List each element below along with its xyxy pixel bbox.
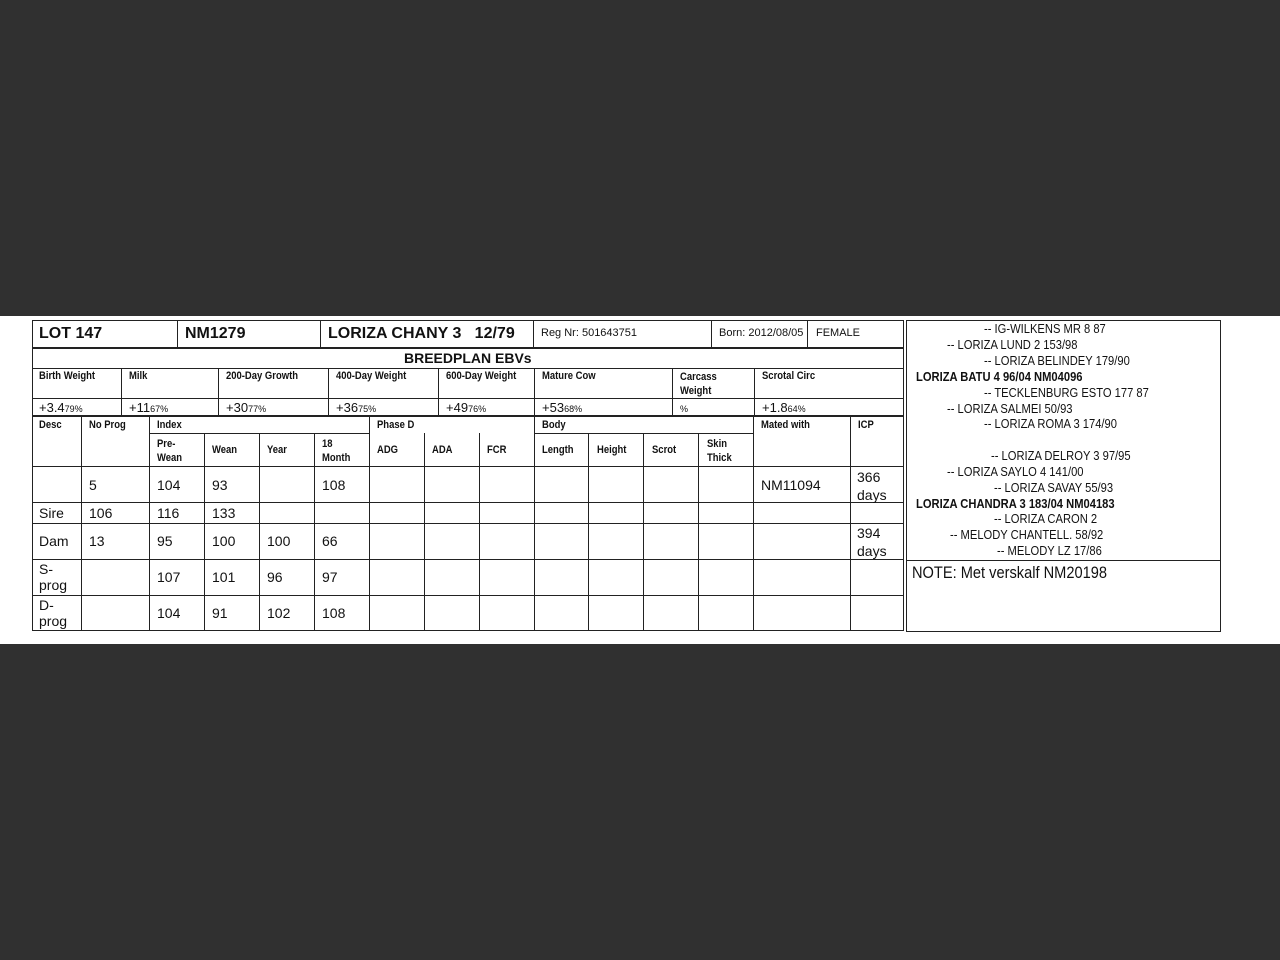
- pedigree-line: -- IG-WILKENS MR 8 87: [984, 321, 1106, 336]
- trait-value-carcass: %: [680, 404, 689, 414]
- cell-sire-wean: 133: [212, 505, 236, 521]
- cell-animal-icp: 366 days: [857, 469, 887, 503]
- pedigree-line: -- MELODY CHANTELL. 58/92: [950, 527, 1104, 542]
- pedigree-line: -- LORIZA SALMEI 50/93: [947, 401, 1073, 416]
- cell-dam-year: 100: [267, 533, 291, 549]
- sub-ada: ADA: [432, 444, 453, 456]
- breedplan-title: BREEDPLAN EBVs: [404, 350, 532, 366]
- sub-skin-thick: Skin Thick: [707, 438, 732, 464]
- sub-year: Year: [267, 444, 287, 456]
- cell-animal-m18: 108: [322, 477, 346, 493]
- cell-dam-wean: 100: [212, 533, 236, 549]
- animal-name: LORIZA CHANY 3 12/79: [328, 325, 515, 342]
- trait-value-600-day: +4976%: [446, 400, 487, 415]
- cell-sprog-year: 96: [267, 569, 283, 585]
- cell-dam-desc: Dam: [39, 533, 69, 549]
- pedigree-sire: LORIZA BATU 4 96/04 NM04096: [916, 369, 1083, 384]
- trait-value-400-day: +3675%: [336, 400, 377, 415]
- cell-sprog-desc: S- prog: [39, 561, 68, 593]
- trait-value-milk: +1167%: [129, 400, 169, 415]
- cell-dprog-desc: D- prog: [39, 597, 68, 629]
- trait-label-400-day: 400-Day Weight: [336, 370, 407, 382]
- pedigree-line: -- LORIZA CARON 2: [994, 511, 1098, 526]
- trait-value-200-day: +3077%: [226, 400, 267, 415]
- note: NOTE: Met verskalf NM20198: [912, 563, 1108, 582]
- trait-value-birth-weight: +3.479%: [39, 400, 83, 415]
- cell-dprog-wean: 91: [212, 605, 228, 621]
- animal-id: NM1279: [185, 325, 246, 342]
- born-date: Born: 2012/08/05: [719, 327, 804, 339]
- cell-dprog-prewean: 104: [157, 605, 181, 621]
- cell-sprog-prewean: 107: [157, 569, 181, 585]
- cell-animal-prewean: 104: [157, 477, 181, 493]
- trait-label-200-day: 200-Day Growth: [226, 370, 299, 382]
- lot-card: [0, 316, 1280, 644]
- col-desc: Desc: [39, 419, 62, 431]
- cell-dprog-m18: 108: [322, 605, 346, 621]
- pedigree-line: -- TECKLENBURG ESTO 177 87: [984, 385, 1149, 400]
- cell-animal-wean: 93: [212, 477, 228, 493]
- col-phase-d: Phase D: [377, 419, 415, 431]
- reg-number: Reg Nr: 501643751: [541, 327, 638, 339]
- lot-number: LOT 147: [39, 325, 103, 342]
- sub-wean: Wean: [212, 444, 238, 456]
- trait-label-carcass: Carcass Weight: [680, 371, 717, 397]
- sub-scrot: Scrot: [652, 444, 677, 456]
- pedigree-line: -- MELODY LZ 17/86: [997, 543, 1102, 558]
- trait-value-mature-cow: +5368%: [542, 400, 583, 415]
- col-body: Body: [542, 419, 566, 431]
- pedigree-line: -- LORIZA DELROY 3 97/95: [991, 448, 1131, 463]
- trait-label-600-day: 600-Day Weight: [446, 370, 517, 382]
- pedigree-line: -- LORIZA LUND 2 153/98: [947, 337, 1078, 352]
- sub-18-month: 18 Month: [322, 438, 351, 464]
- sub-height: Height: [597, 444, 627, 456]
- trait-label-mature-cow: Mature Cow: [542, 370, 596, 382]
- trait-value-scrotal: +1.864%: [762, 400, 806, 415]
- cell-sire-noprog: 106: [89, 505, 113, 521]
- col-mated-with: Mated with: [761, 419, 810, 431]
- cell-dam-m18: 66: [322, 533, 338, 549]
- pedigree-line: -- LORIZA SAYLO 4 141/00: [947, 464, 1084, 479]
- col-icp: ICP: [858, 419, 874, 431]
- pedigree-line: -- LORIZA BELINDEY 179/90: [984, 353, 1130, 368]
- cell-dam-noprog: 13: [89, 533, 105, 549]
- cell-sire-desc: Sire: [39, 505, 64, 521]
- sub-length: Length: [542, 444, 574, 456]
- sex-badge: FEMALE: [816, 327, 861, 339]
- sub-adg: ADG: [377, 444, 399, 456]
- cell-dprog-year: 102: [267, 605, 291, 621]
- pedigree-line: -- LORIZA SAVAY 55/93: [994, 480, 1114, 495]
- cell-sprog-m18: 97: [322, 569, 338, 585]
- cell-dam-icp: 394 days: [857, 525, 887, 559]
- sub-fcr: FCR: [487, 444, 507, 456]
- col-no-prog: No Prog: [89, 419, 126, 431]
- cell-animal-noprog: 5: [89, 477, 97, 493]
- cell-animal-mated: NM11094: [761, 477, 821, 493]
- trait-label-birth-weight: Birth Weight: [39, 370, 96, 382]
- trait-label-milk: Milk: [129, 370, 148, 382]
- pedigree-line: -- LORIZA ROMA 3 174/90: [984, 416, 1117, 431]
- cell-dam-prewean: 95: [157, 533, 173, 549]
- cell-sprog-wean: 101: [212, 569, 236, 585]
- sub-pre-wean: Pre- Wean: [157, 438, 183, 464]
- pedigree-dam: LORIZA CHANDRA 3 183/04 NM04183: [916, 496, 1115, 511]
- trait-label-scrotal: Scrotal Circ: [762, 370, 816, 382]
- cell-sire-prewean: 116: [157, 505, 180, 521]
- col-index: Index: [157, 419, 182, 431]
